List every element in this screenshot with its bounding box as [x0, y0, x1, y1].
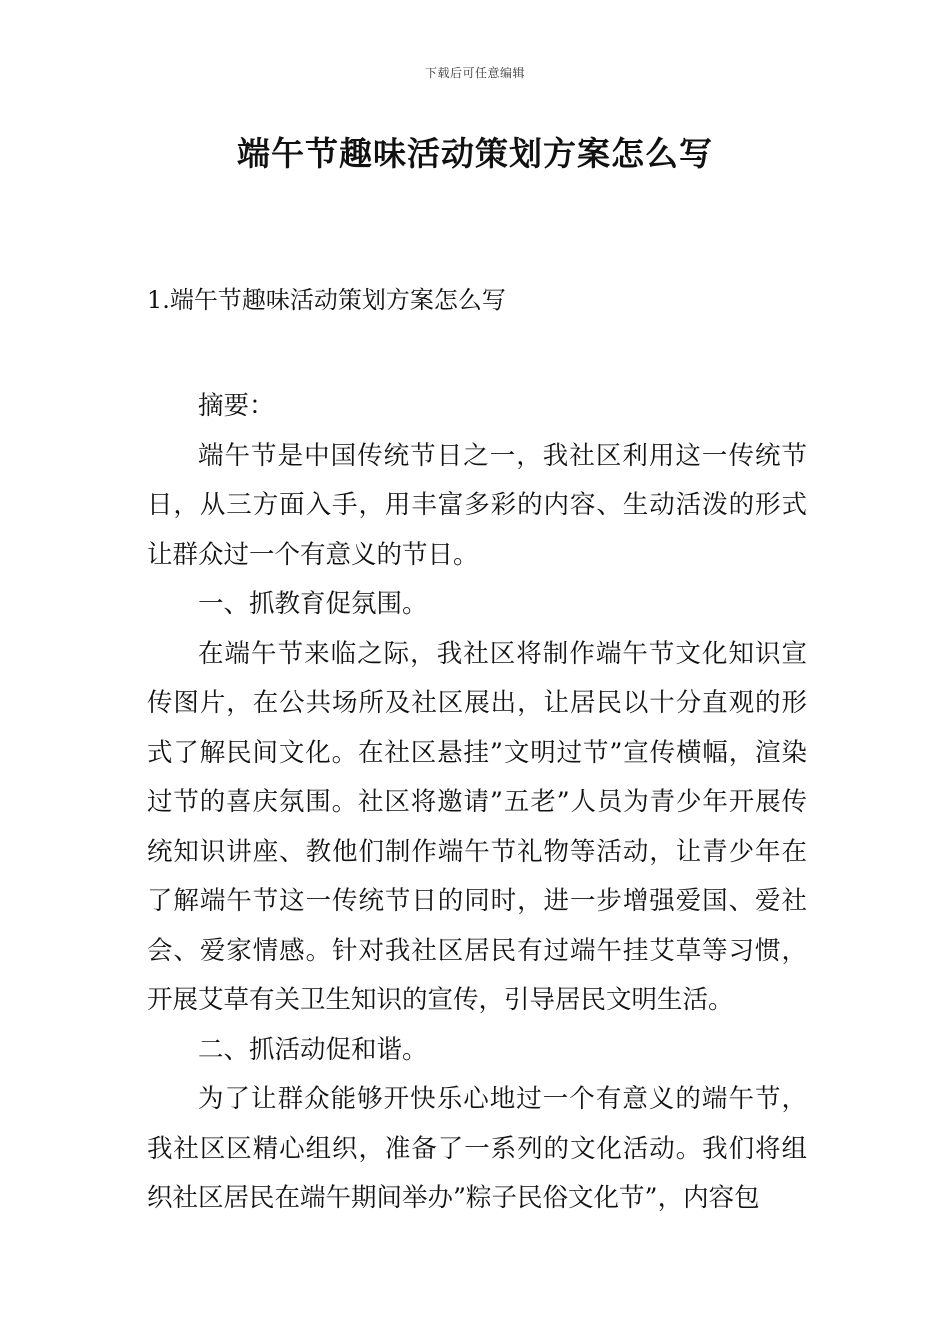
header-note: 下载后可任意编辑	[424, 66, 525, 80]
paragraph-intro: 端午节是中国传统节日之一，我社区利用这一传统节日，从三方面入手，用丰富多彩的内容、生动活泼的形式让群众过一个有意义的节日。	[147, 440, 807, 570]
document-title: 端午节趣味活动策划方案怎么写	[237, 134, 713, 173]
paragraph-activities: 为了让群众能够开快乐心地过一个有意义的端午节，我社区区精心组织，准备了一系列的文化活动。我们将组织社区居民在端午期间举办”粽子民俗文化节”，内容包	[147, 1084, 807, 1213]
subheading-activities: 二、抓活动促和谐。	[198, 1034, 428, 1065]
abstract-label: 摘要：	[198, 391, 275, 421]
paragraph-education: 在端午节来临之际，我社区将制作端午节文化知识宣传图片，在公共场所及社区展出，让居民以十分直观的形式了解民间文化。在社区悬挂”文明过节”宣传横幅，渲染过节的喜庆氛围。社区将邀请”五老”人员为青少年开展传统知识讲座、教他们制作端午节礼物等活动，让青少年在了解端午节这一传统节日的同时，进一步增强爱国、爱社会、爱家情感。针对我社区居民有过端午挂艾草等习惯，开展艾草有关卫生知识的宣传，引导居民文明生活。	[147, 638, 807, 1015]
document-body	[147, 282, 807, 1224]
section-heading: 1.端午节趣味活动策划方案怎么写	[147, 286, 506, 314]
subheading-education: 一、抓教育促氛围。	[198, 589, 428, 619]
